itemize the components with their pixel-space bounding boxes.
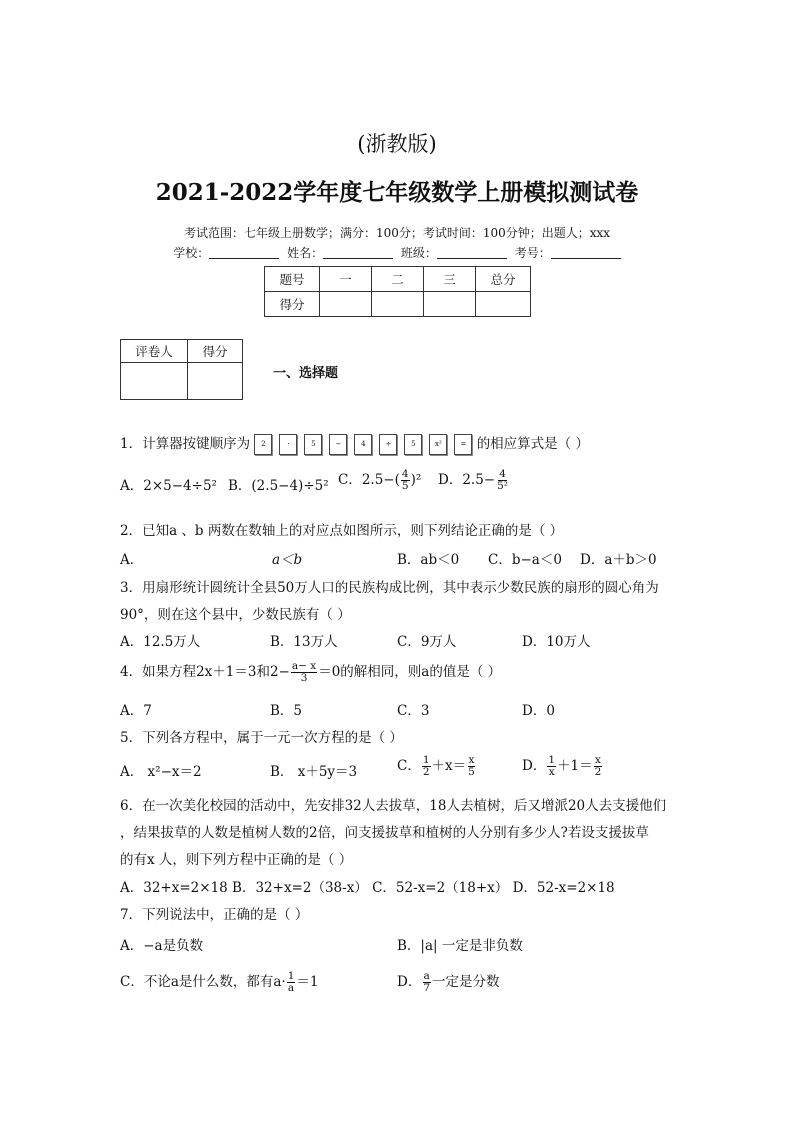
page-title: 2021-2022学年度七年级数学上册模拟测试卷 [155, 179, 639, 206]
score-header-cell: 三 [424, 267, 476, 292]
q4-den: 3 [300, 672, 308, 684]
q7-d-post: 一定是分数 [432, 974, 500, 990]
q7-option-a[interactable]: A．−a是负数 [120, 938, 204, 954]
q5-d-frac1 [547, 755, 556, 778]
key-minus: − [329, 434, 347, 455]
q5-c-n1: 1 [422, 754, 430, 766]
q1-d-den: 5² [497, 480, 508, 492]
key-square: x² [429, 434, 447, 455]
score-header-cell: 总分 [476, 267, 531, 292]
q5-option-a[interactable]: A． x²−x＝2 [120, 764, 202, 780]
q4-option-c[interactable]: C．3 [397, 703, 430, 719]
q4-num: a− x [291, 660, 317, 672]
q7-c-num: 1 [287, 970, 295, 982]
q5-c-d2: 5 [468, 766, 475, 778]
q5-option-b[interactable]: B． x＋5y＝3 [270, 764, 358, 780]
question-1-prefix: 1．计算器按键顺序为 [120, 436, 251, 452]
q5-d-frac2 [594, 755, 603, 778]
q1-option-d[interactable] [438, 468, 510, 492]
q1-d-num: 4 [499, 468, 506, 480]
q7-c-den: a [287, 982, 295, 994]
q7-d-fraction [422, 971, 431, 994]
q4-option-b[interactable]: B．5 [270, 703, 303, 719]
subtitle: (浙教版) [357, 132, 437, 156]
q2-option-a-label[interactable]: A． [120, 552, 144, 568]
q5-option-c[interactable] [397, 754, 477, 778]
score-cell[interactable] [476, 292, 531, 317]
question-3-line-2: 90°，则在这个县中，少数民族有（ ） [120, 607, 351, 623]
q2-option-b[interactable]: B．ab＜0 [397, 552, 460, 568]
q1-option-a[interactable]: A．2×5−4÷5² [120, 478, 217, 494]
key-5b: 5 [404, 434, 422, 455]
q1-option-c[interactable] [338, 468, 421, 492]
q5-c-mid: ＋x＝ [431, 758, 467, 774]
class-blank[interactable] [437, 246, 507, 259]
grader-label: 评卷人 [121, 340, 188, 363]
field-class-label: 班级： [400, 246, 437, 260]
q1-d-text: D．2.5− [438, 472, 496, 488]
q1-c-num: 4 [401, 468, 409, 480]
field-school-label: 学校： [173, 246, 210, 260]
score-cell[interactable] [320, 292, 372, 317]
q3-option-b[interactable]: B．13万人 [270, 634, 338, 650]
q7-d-den: 7 [423, 982, 431, 994]
q5-d-n2: x [594, 754, 601, 766]
q5-d-d1: x [548, 766, 555, 778]
key-equals: = [454, 434, 472, 455]
q2-option-c[interactable]: C．b−a＜0 [488, 552, 562, 568]
q3-option-a[interactable]: A．12.5万人 [120, 634, 201, 650]
q4-post: ＝0的解相同，则a的值是（ ） [318, 664, 502, 680]
q7-c-post: ＝1 [296, 974, 319, 990]
q7-d-label: D． [397, 974, 422, 990]
grader-cell[interactable] [121, 363, 188, 400]
school-blank[interactable] [209, 246, 279, 259]
q1-d-fraction [496, 469, 509, 492]
grader-table [120, 339, 243, 400]
q7-option-d[interactable] [397, 970, 500, 994]
question-2: 2．已知a 、b 两数在数轴上的对应点如图所示，则下列结论正确的是（ ） [120, 523, 564, 539]
q1-option-b[interactable]: B．(2.5−4)÷5² [228, 478, 329, 494]
q4-fraction [291, 661, 317, 684]
q4-pre: 4．如果方程2x＋1＝3和2− [120, 664, 290, 680]
score-cell[interactable] [424, 292, 476, 317]
q5-d-label: D． [522, 758, 547, 774]
grader-score-label: 得分 [188, 340, 243, 363]
name-blank[interactable] [323, 246, 393, 259]
q5-option-d[interactable] [522, 754, 603, 778]
q1-c-fraction [401, 469, 410, 492]
key-divide: ÷ [379, 434, 397, 455]
q1-c-post: )² [410, 472, 422, 488]
field-name-label: 姓名： [287, 246, 324, 260]
id-blank[interactable] [551, 246, 621, 259]
question-5: 5．下列各方程中，属于一元一次方程的是（ ） [120, 730, 403, 746]
score-header-cell: 一 [320, 267, 372, 292]
field-id-label: 考号： [514, 246, 551, 260]
q7-d-num: a [423, 970, 430, 982]
key-5: 5 [304, 434, 322, 455]
key-dot: · [279, 434, 297, 455]
calculator-keys [254, 436, 476, 452]
q5-c-d1: 2 [422, 766, 430, 778]
key-2: 2 [254, 434, 272, 455]
question-6-line-2: ，结果拔草的人数是植树人数的2倍，问支援拔草和植树的人分别有多少人?若设支援拔草 [120, 825, 649, 841]
key-4: 4 [354, 434, 372, 455]
q5-c-n2: x [468, 754, 475, 766]
score-cell[interactable] [372, 292, 424, 317]
grader-cell[interactable] [188, 363, 243, 400]
score-header-cell: 题号 [265, 267, 320, 292]
q7-c-text: C．不论a是什么数，都有a· [120, 974, 286, 990]
q2-option-a[interactable]: a＜b [272, 552, 303, 568]
question-6-line-3: 的有x 人，则下列方程中正确的是（ ） [120, 852, 353, 868]
q2-option-d[interactable]: D．a＋b＞0 [580, 552, 657, 568]
question-4 [120, 660, 501, 684]
q1-c-den: 5 [401, 480, 409, 492]
q7-option-b[interactable]: B．|a| 一定是非负数 [397, 938, 523, 954]
q6-options[interactable]: A．32+x=2×18 B．32+x=2（38-x） C．52-x=2（18+x） D．52-x=2×18 [120, 880, 615, 896]
question-1-suffix: 的相应算式是（ ） [476, 436, 589, 452]
q7-option-c[interactable] [120, 970, 319, 994]
q5-d-d2: 2 [594, 766, 602, 778]
q7-c-fraction [287, 971, 296, 994]
question-1 [120, 432, 589, 455]
question-7: 7．下列说法中，正确的是（ ） [120, 907, 309, 923]
q1-c-text: C．2.5−( [338, 472, 400, 488]
q5-d-mid: ＋1＝ [557, 758, 593, 774]
q5-c-frac2 [467, 755, 476, 778]
score-table [264, 266, 531, 317]
section-heading: 一、选择题 [273, 366, 339, 381]
question-6-line-1: 6．在一次美化校园的活动中，先安排32人去拔草，18人去植树，后又增派20人去支援他们 [120, 798, 667, 814]
q4-option-a[interactable]: A．7 [120, 703, 152, 719]
q4-option-d[interactable]: D．0 [522, 703, 555, 719]
q3-option-d[interactable]: D．10万人 [522, 634, 591, 650]
q5-c-label: C． [397, 758, 421, 774]
question-3-line-1: 3．用扇形统计圆统计全县50万人口的民族构成比例，其中表示少数民族的扇形的圆心角为 [120, 580, 659, 596]
score-row-label: 得分 [265, 292, 320, 317]
exam-info: 考试范围：七年级上册数学；满分：100分；考试时间：100分钟；出题人；xxx [183, 226, 611, 240]
score-header-cell: 二 [372, 267, 424, 292]
student-fields [0, 244, 794, 261]
q5-c-frac1 [422, 755, 431, 778]
q5-d-n1: 1 [548, 754, 556, 766]
q3-option-c[interactable]: C．9万人 [397, 634, 457, 650]
